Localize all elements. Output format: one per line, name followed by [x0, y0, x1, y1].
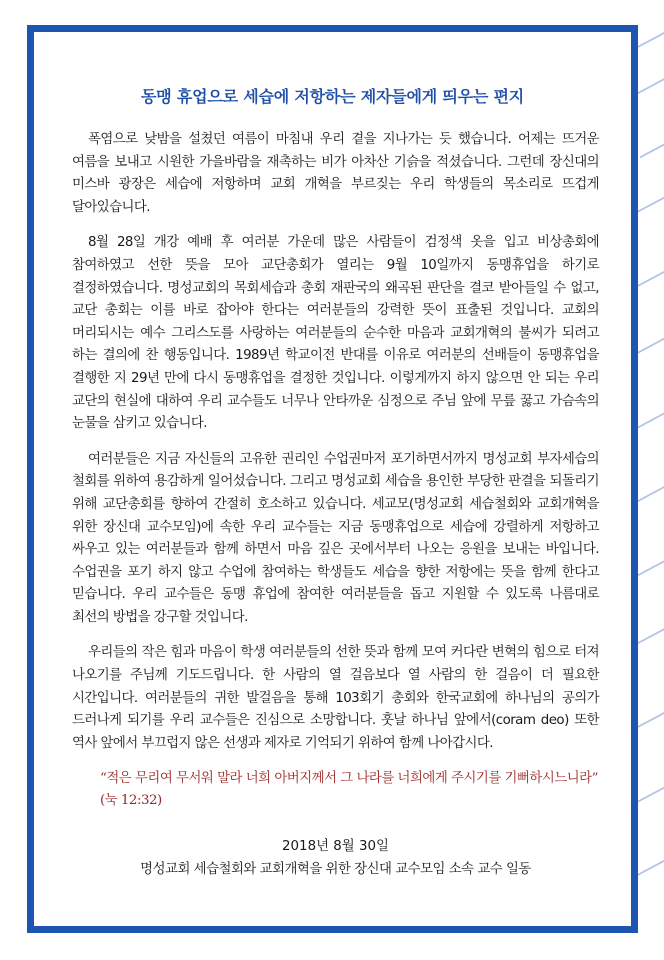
paragraph-1: 폭염으로 낮밤을 설쳤던 여름이 마침내 우리 곁을 지나가는 듯 했습니다. 어제는 뜨거운 여름을 보내고 시원한 가을바람을 재촉하는 비가 아차산 기슭을 적셨습니다. 그런데 장신대의 미스바 광장은 세습에 저항하며 교회 개혁을 부르짖는 우리 학생들의 목소리로 뜨겁게 달아있습니다.: [72, 132, 599, 215]
letter-body: [72, 129, 599, 882]
paragraph-3: 여러분들은 지금 자신들의 고유한 권리인 수업권마저 포기하면서까지 명성교회 부자세습의 철회를 위하여 용감하게 일어섰습니다. 그리고 명성교회 세습을 용인한 부당한 판결을 되돌리기 위해 교단총회를 향하여 간절히 호소하고 있습니다. 세교모(명성교회 세습철회와 교회개혁을 위한 장신대 교수모임)에 속한 우리 교수들는 지금 동맹휴업으로 세습에 강렬하게 저항하고 싸우고 있는 여러분들과 함께 하면서 마음 깊은 곳에서부터 나오는 응원을 보내는 바입니다. 수업권을 포기 하지 않고 수업에 참여하는 학생들도 세습을 향한 저항에는 뜻을 함께 한다고 믿습니다. 우리 교수들은 동맹 휴업에 참여한 여러분들을 돕고 지원할 수 있도록 나름대로 최선의 방법을 강구할 것입니다.: [72, 451, 599, 625]
paragraph-2: 8월 28일 개강 예배 후 여러분 가운데 많은 사람들이 검정색 옷을 입고 비상총회에 참여하였고 선한 뜻을 모아 교단총회가 열리는 9월 10일까지 동맹휴업을 하기로 결정하였습니다. 명성교회의 목회세습과 총회 재판국의 왜곡된 판단을 결코 받아들일 수 없고, 교단 총회는 이를 바로 잡아야 한다는 여러분들의 강력한 뜻이 표출된 것입니다. 교회의 머리되시는 예수 그리스도를 사랑하는 여러분들의 순수한 마음과 교회개혁의 불씨가 되려고 하는 결의에 찬 행동입니다. 1989년 학교이전 반대를 이유로 여러분의 선배들이 동맹휴업을 결행한 지 29년 만에 다시 동맹휴업을 결정한 것입니다. 이렇게까지 하지 않으면 안 되는 우리 교단의 현실에 대하여 우리 교수들도 너무나 안타까운 심정으로 주님 앞에 무릎 꿇고 가슴속의 눈물을 삼키고 있습니다.: [72, 235, 599, 432]
paragraph-4: 우리들의 작은 힘과 마음이 학생 여러분들의 선한 뜻과 함께 모여 커다란 변혁의 힘으로 터져 나오기를 주님께 기도드립니다. 한 사람의 열 걸음보다 열 사람의 한 걸음이 더 필요한 시간입니다. 여러분들의 귀한 발걸음을 통해 103회기 총회와 한국교회에 하나님의 공의가 드러나게 되기를 우리 교수들은 진심으로 소망합니다. 훗날 하나님 앞에서(coram deo) 또한 역사 앞에서 부끄럽지 않은 선생과 제자로 기억되기 위하여 함께 나아갑시다.: [72, 645, 599, 751]
letter-title: 동맹 휴업으로 세습에 저항하는 제자들에게 띄우는 편지: [140, 87, 525, 106]
letter-date: 2018년 8월 30일: [282, 839, 389, 855]
letter-frame: [27, 25, 638, 933]
bible-quote: “적은 무리여 무서워 말라 너희 아버지께서 그 나라를 너희에게 주시기를 기뻐하시느니라” (눅 12:32): [100, 771, 598, 809]
letter-signature: 명성교회 세습철회와 교회개혁을 위한 장신대 교수모임 소속 교수 일동: [140, 862, 531, 878]
